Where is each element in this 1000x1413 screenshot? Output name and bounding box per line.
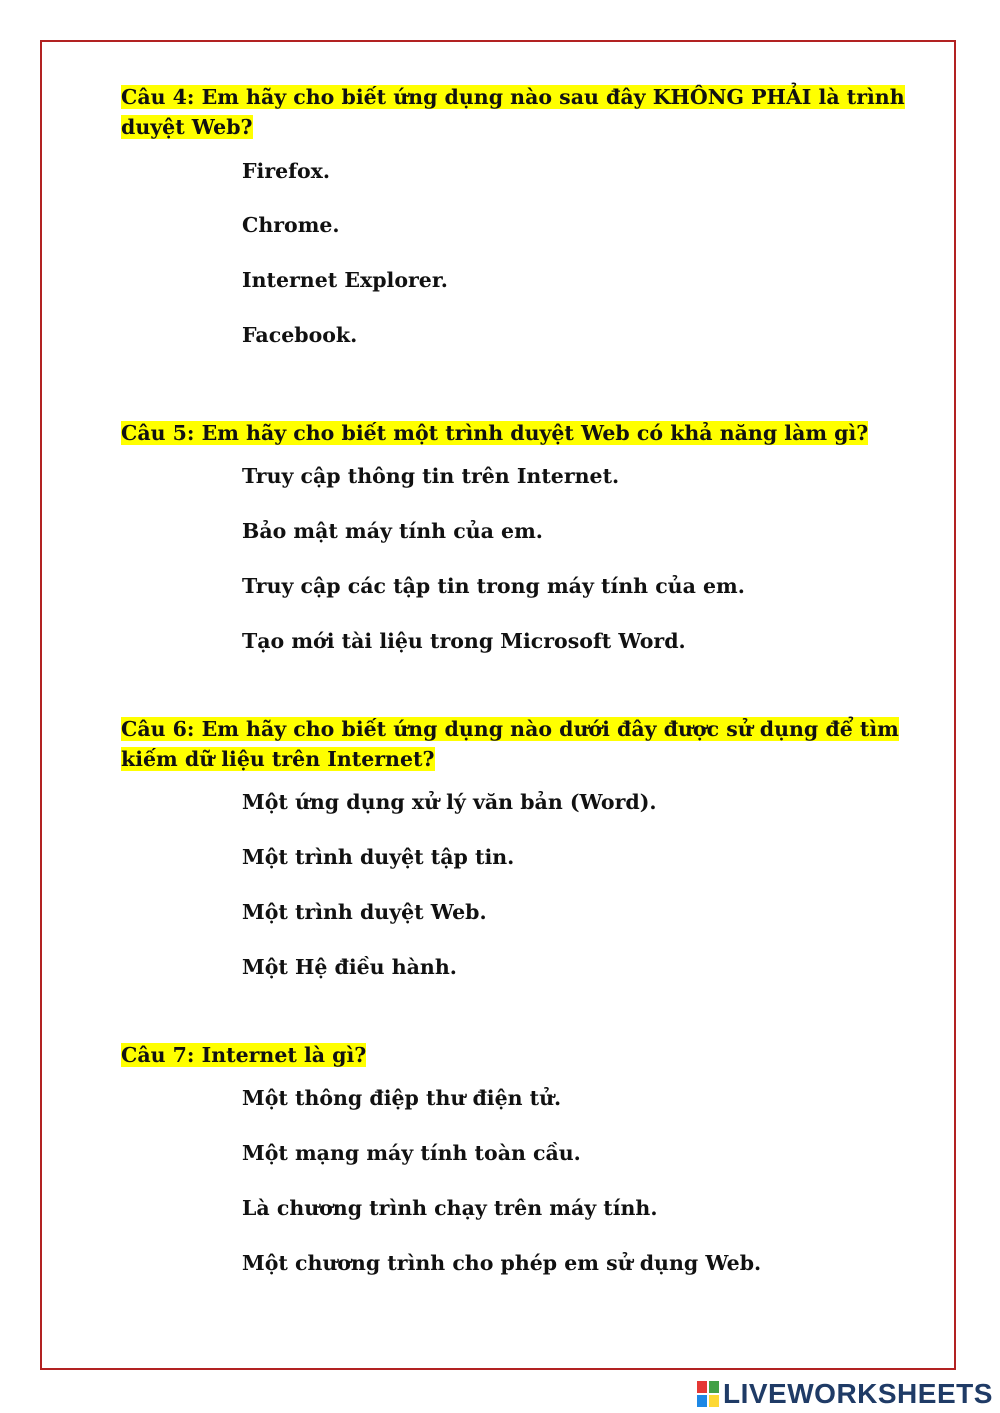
question-7-option-2[interactable]: Một mạng máy tính toàn cầu.: [242, 1141, 581, 1165]
question-4-option-3[interactable]: Internet Explorer.: [242, 268, 448, 292]
liveworksheets-logo: [697, 1378, 993, 1410]
question-5-option-1[interactable]: Truy cập thông tin trên Internet.: [242, 464, 620, 488]
logo-text: LIVEWORKSHEETS: [723, 1378, 993, 1409]
question-6-title: Câu 6: Em hãy cho biết ứng dụng nào dưới đây được sử dụng để tìm kiếm dữ liệu trên Internet?: [121, 717, 899, 771]
question-4: [121, 82, 921, 142]
question-5-option-4[interactable]: Tạo mới tài liệu trong Microsoft Word.: [242, 629, 686, 653]
question-5: [121, 418, 921, 448]
question-6-option-3[interactable]: Một trình duyệt Web.: [242, 900, 487, 924]
question-7-option-1[interactable]: Một thông điệp thư điện tử.: [242, 1086, 562, 1110]
question-4-option-1[interactable]: Firefox.: [242, 159, 331, 183]
question-7: [121, 1040, 921, 1070]
question-7-option-3[interactable]: Là chương trình chạy trên máy tính.: [242, 1196, 658, 1220]
question-4-option-2[interactable]: Chrome.: [242, 213, 340, 237]
question-6-option-1[interactable]: Một ứng dụng xử lý văn bản (Word).: [242, 790, 657, 814]
question-7-title: Câu 7: Internet là gì?: [121, 1043, 367, 1067]
question-5-option-2[interactable]: Bảo mật máy tính của em.: [242, 519, 543, 543]
page-border: [40, 40, 956, 1370]
question-5-option-3[interactable]: Truy cập các tập tin trong máy tính của em.: [242, 574, 745, 598]
question-6-option-4[interactable]: Một Hệ điều hành.: [242, 955, 457, 979]
question-6-option-2[interactable]: Một trình duyệt tập tin.: [242, 845, 515, 869]
question-6: [121, 714, 921, 774]
liveworksheets-logo-icon: [697, 1381, 719, 1407]
question-5-title: Câu 5: Em hãy cho biết một trình duyệt Web có khả năng làm gì?: [121, 421, 869, 445]
question-7-option-4[interactable]: Một chương trình cho phép em sử dụng Web.: [242, 1251, 762, 1275]
question-4-title: Câu 4: Em hãy cho biết ứng dụng nào sau đây KHÔNG PHẢI là trình duyệt Web?: [121, 85, 905, 139]
question-4-option-4[interactable]: Facebook.: [242, 323, 358, 347]
